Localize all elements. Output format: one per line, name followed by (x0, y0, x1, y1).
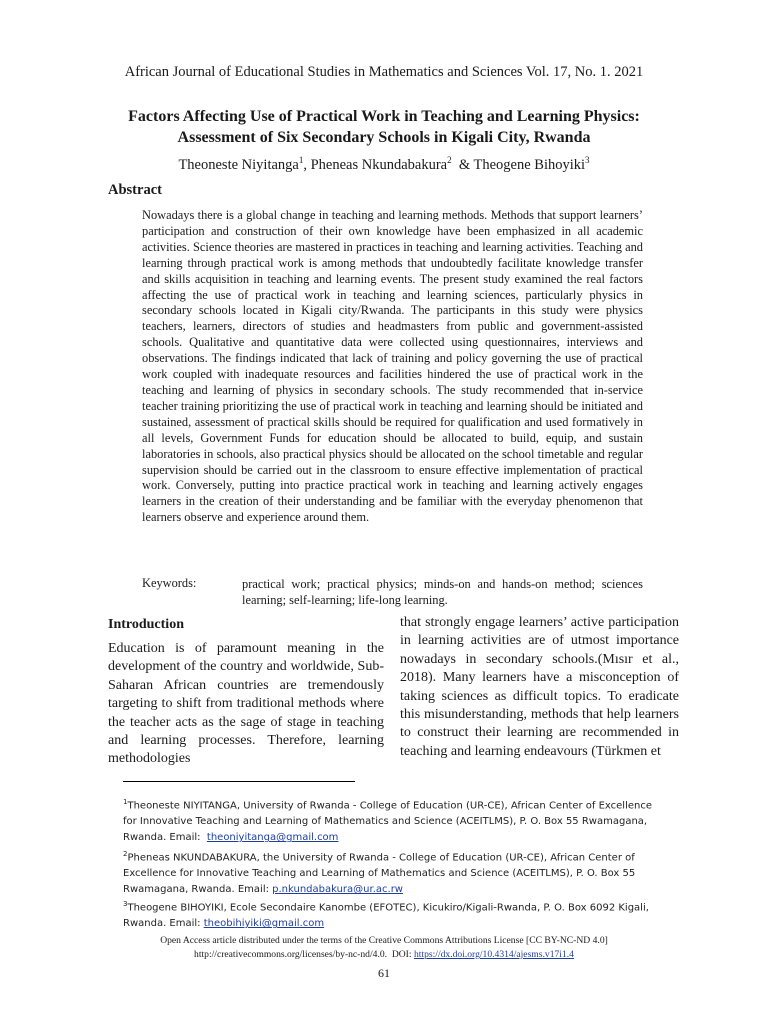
doi-link[interactable]: https://dx.doi.org/10.4314/ajesms.v17i1.4 (413, 949, 574, 960)
title-line-2: Assessment of Six Secondary Schools in Kigali City, Rwanda (177, 129, 591, 146)
footnote-3 (123, 896, 665, 932)
footnote-mark: 3 (123, 900, 128, 908)
license-line-2 (0, 948, 768, 962)
article-title (60, 106, 708, 148)
keywords-label: Keywords: (142, 576, 197, 590)
footnote-text: Theogene BIHOYIKI, Ecole Secondaire Kanombe (EFOTEC), Kicukiro/Kigali-Rwanda, P. O. Box 6092 Kigali, Rwanda. Email: (123, 902, 653, 930)
footnote-2 (123, 846, 665, 898)
footnote-email-link[interactable]: theobihiyiki@gmail.com (203, 918, 325, 930)
footnote-divider (123, 781, 355, 782)
abstract-heading: Abstract (108, 182, 162, 198)
author-name: Theogene Bihoyiki (473, 156, 586, 173)
author-list (60, 155, 708, 174)
author-separator: & (451, 156, 474, 173)
footnote-text: Theoneste NIYITANGA, University of Rwanda - College of Education (UR-CE), African Center of Excellence for Innovative Teaching and Learning of Mathematics and Science (ACEITLMS), P. O. Box 55 Rwamagana, Rwanda. Email: (123, 800, 656, 844)
author-name: Pheneas Nkundabakura (310, 156, 448, 173)
license-notice (0, 934, 768, 962)
license-url-text: http://creativecommons.org/licenses/by-nc-nd/4.0. DOI: (194, 949, 414, 960)
author-separator: , (303, 156, 311, 173)
footnote-email-link[interactable]: theoniyitanga@gmail.com (206, 832, 339, 844)
introduction-right-column: that strongly engage learners’ active participation in learning activities are of utmost importance nowadays in secondary schools.(Mısır et al., 2018). Many learners have a misconception of taking sciences as difficult topics. To eradicate this misunderstanding, methods that help learners to construct their learning are recommended in teaching and learning endeavours (Türkmen et (400, 615, 679, 759)
footnote-1 (123, 794, 665, 846)
footnote-email-link[interactable]: p.nkundabakura@ur.ac.rw (272, 884, 403, 896)
title-line-1: Factors Affecting Use of Practical Work in Teaching and Learning Physics: (128, 108, 640, 125)
license-line-1: Open Access article distributed under the terms of the Creative Commons Attributions License [CC BY-NC-ND 4.0] (160, 935, 608, 946)
author-affiliation-mark: 1 (298, 155, 304, 165)
abstract-text: Nowadays there is a global change in teaching and learning methods. Methods that support learners’ participation and construction of their own knowledge have been emphasized in all academic activities. Science theories are mastered in practices in teaching and learning activities. Teaching and learning through practical work is among methods that undoubtedly facilitate knowledge transfer and skills acquisition in teaching and learning events. The present study examined the real factors affecting the use of practical work in teaching and learning sciences, particularly physics in secondary schools located in Kigali city/Rwanda. The participants in this study were physics teachers, learners, directors of studies and headmasters from public and government-assisted schools. Qualitative and quantitative data were collected using questionnaires, interviews and observations. The findings indicated that lack of training and policy governing the use of practical work coupled with inadequate resources and facilities hindered the use of practical work in the teaching and learning of physics in secondary schools. The study recommended that in-service teacher training prioritizing the use of practical work in teaching and learning should be initiated and sustained, assessment of practical skills should be required for qualification and used formatively in all levels, Government Funds for education should be allocated to build, equip, and sustain laboratories in schools, also practical physics should be allocated on the school timetable and regular supervision should be carried out in the classroom to ensure effective implementation of practical work. Conversely, putting into practice practical work in teaching and learning actively engages learners in the creation of their understanding and be familiar with the everyday phenomenon that learners observe and experience around them. (142, 208, 643, 525)
journal-header: African Journal of Educational Studies in Mathematics and Sciences Vol. 17, No. 1. 2021 (124, 64, 644, 80)
author-affiliation-mark: 3 (585, 155, 590, 165)
page-number: 61 (378, 966, 390, 980)
footnote-text: Pheneas NKUNDABAKURA, the University of Rwanda - College of Education (UR-CE), African Center of Excellence for Innovative Teaching and Learning of Mathematics and Science (ACEITLMS), P. O. Box 55 Rwamagana, Rwanda. Email: (123, 852, 639, 896)
keywords-text: practical work; practical physics; minds-on and hands-on method; sciences learning; self-learning; life-long learning. (242, 577, 643, 607)
author-affiliation-mark: 2 (447, 155, 452, 165)
introduction-left-column: Education is of paramount meaning in the development of the country and worldwide, Sub-Saharan African countries are tremendously targeting to shift from traditional methods where the teacher acts as the sage of stage in teaching and learning processes. Therefore, learning methodologies (108, 641, 384, 767)
footnote-mark: 1 (123, 798, 128, 806)
author-name: Theoneste Niyitanga (178, 156, 299, 173)
footnote-mark: 2 (123, 850, 128, 858)
introduction-heading: Introduction (108, 617, 184, 632)
